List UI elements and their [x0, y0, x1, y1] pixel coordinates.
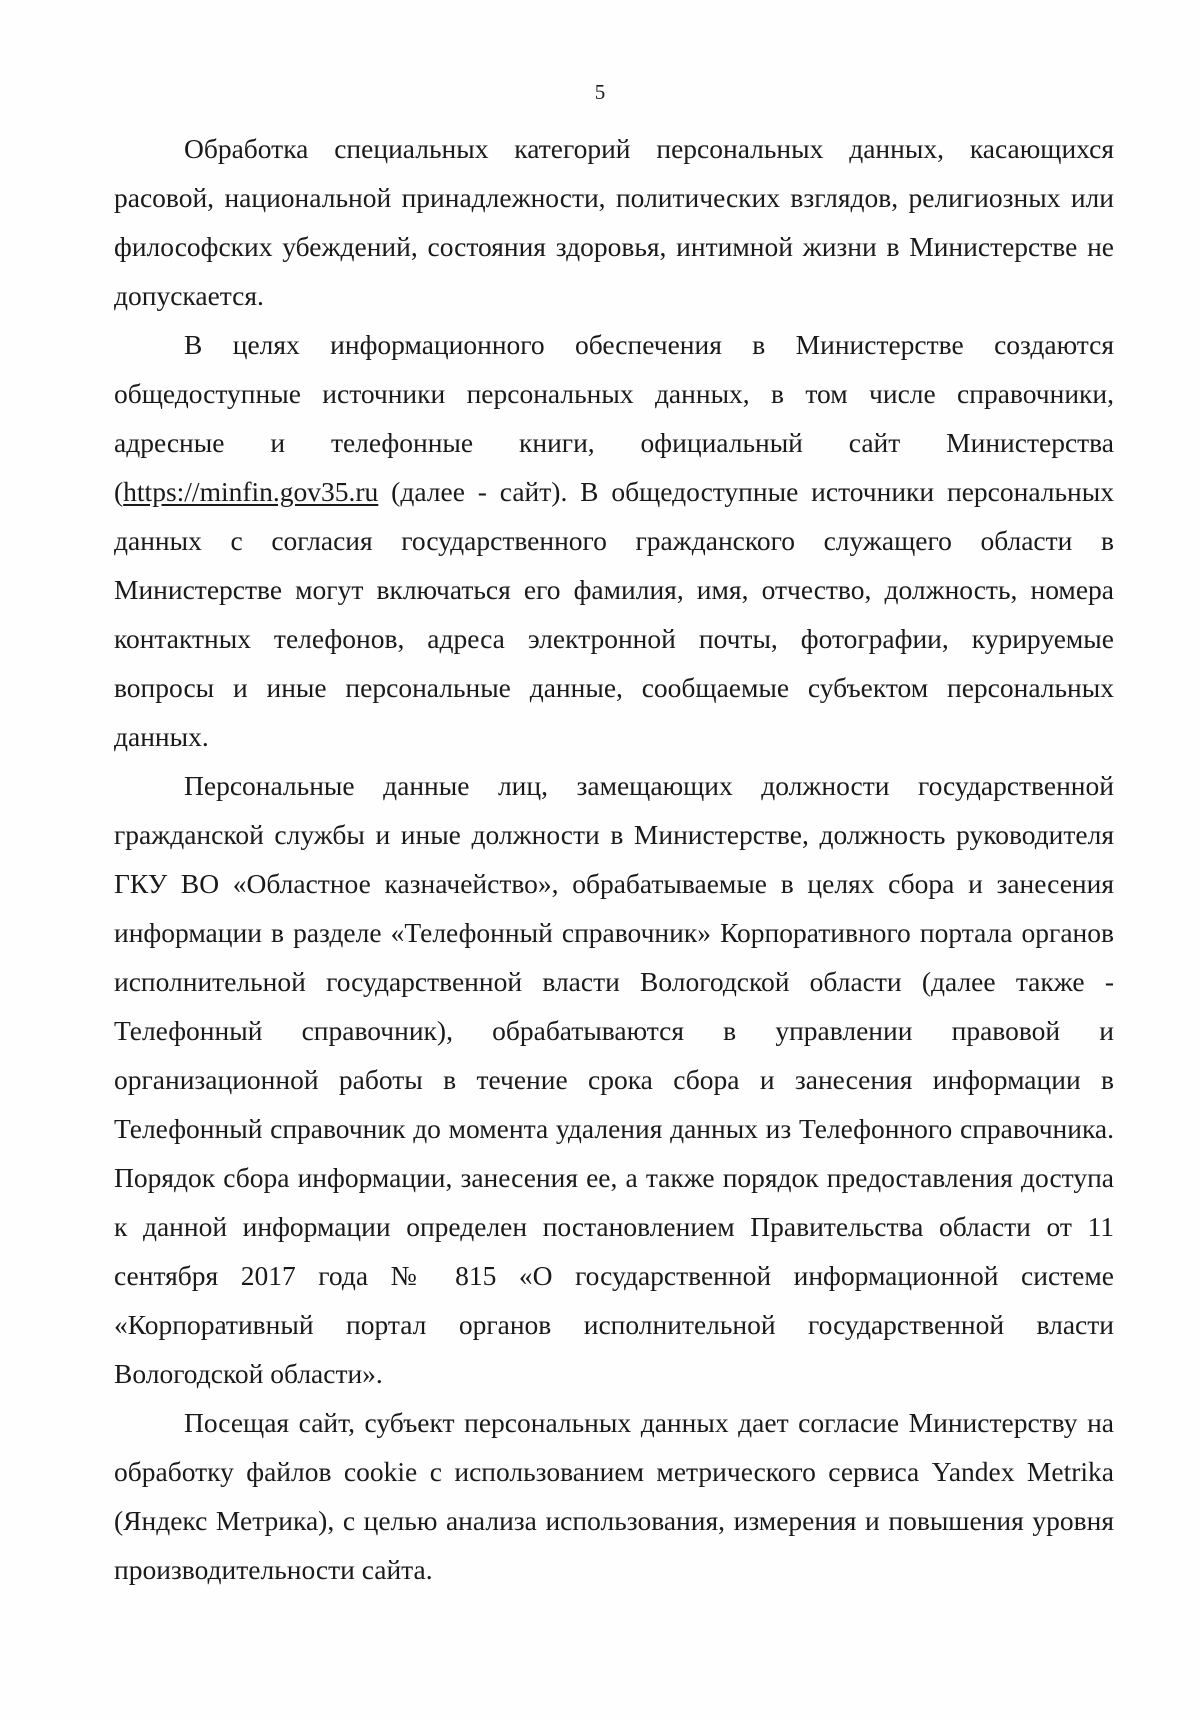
page-number: 5	[594, 80, 606, 104]
paragraph-phone-directory: Персональные данные лиц, замещающих должности государственной гражданской службы и иные должности в Министерстве, должность руководителя ГКУ ВО «Областное казначейство», обрабатываемые в целях сбора и занесения информации в разделе «Телефонный справочник» Корпоративного портала органов исполнительной государственной власти Вологодской области (далее также - Телефонный справочник), обрабатываются в управлении правовой и организационной работы в течение срока сбора и занесения информации в Телефонный справочник до момента удаления данных из Телефонного справочника. Порядок сбора информации, занесения ее, а также порядок предоставления доступа к данной информации определен постановлением Правительства области от 11 сентября 2017 года № 815 «О государственной информационной системе «Корпоративный портал органов исполнительной государственной власти Вологодской области».	[114, 770, 1114, 1389]
paragraph-public-sources-end: (далее - сайт). В общедоступные источники персональных данных с согласия государственного гражданского служащего области в Министерстве могут включаться его фамилия, имя, отчество, должность, номера контактных телефонов, адреса электронной почты, фотографии, курируемые вопросы и иные персональные данные, сообщаемые субъектом персональных данных.	[114, 476, 1114, 752]
paragraph-public-sources	[114, 320, 1114, 761]
paragraph-cookies: Посещая сайт, субъект персональных данных дает согласие Министерству на обработку файлов cookie с использованием метрического сервиса Yandex Metrika (Яндекс Метрика), с целью анализа использования, измерения и повышения уровня производительности сайта.	[114, 1407, 1114, 1585]
paragraph-public-sources-start: В целях информационного обеспечения в Министерстве создаются общедоступные источники персональных данных, в том числе справочники, адресные и телефонные книги, официальный сайт Министерства (	[114, 329, 1114, 507]
ministry-website-link[interactable]: https://minfin.gov35.ru	[123, 476, 379, 507]
document-body	[114, 124, 1114, 1594]
paragraph-special-categories: Обработка специальных категорий персональных данных, касающихся расовой, национальной принадлежности, политических взглядов, религиозных или философских убеждений, состояния здоровья, интимной жизни в Министерстве не допускается.	[114, 133, 1114, 311]
